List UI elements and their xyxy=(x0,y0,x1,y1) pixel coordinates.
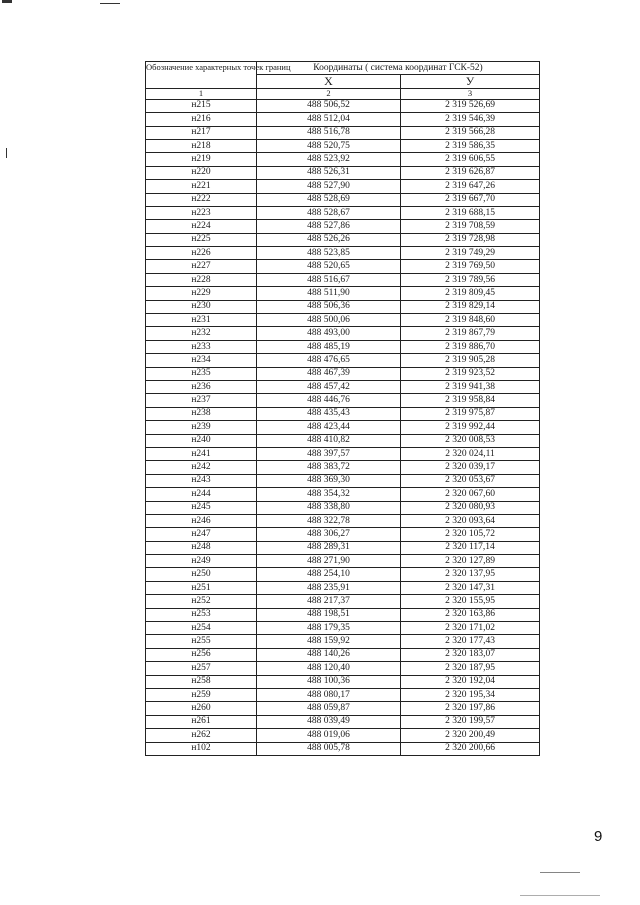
x-coordinate-cell: 488 217,37 xyxy=(257,595,401,608)
x-coordinate-cell: 488 120,40 xyxy=(257,662,401,675)
y-coordinate-cell: 2 320 080,93 xyxy=(401,501,540,514)
x-coordinate-cell: 488 059,87 xyxy=(257,702,401,715)
y-coordinate-cell: 2 320 192,04 xyxy=(401,675,540,688)
point-id-cell: н252 xyxy=(146,595,257,608)
point-id-cell: н261 xyxy=(146,715,257,728)
table-row xyxy=(146,501,540,514)
y-coordinate-cell: 2 319 905,28 xyxy=(401,354,540,367)
point-id-cell: н248 xyxy=(146,541,257,554)
x-coordinate-cell: 488 476,65 xyxy=(257,354,401,367)
point-id-cell: н227 xyxy=(146,260,257,273)
x-coordinate-cell: 488 528,67 xyxy=(257,206,401,219)
x-coordinate-cell: 488 410,82 xyxy=(257,434,401,447)
table-row xyxy=(146,742,540,755)
y-coordinate-cell: 2 319 566,28 xyxy=(401,126,540,139)
point-id-cell: н230 xyxy=(146,300,257,313)
y-coordinate-cell: 2 319 941,38 xyxy=(401,380,540,393)
point-id-cell: н245 xyxy=(146,501,257,514)
table-row xyxy=(146,247,540,260)
x-coordinate-cell: 488 446,76 xyxy=(257,394,401,407)
table-row xyxy=(146,327,540,340)
x-coordinate-cell: 488 322,78 xyxy=(257,514,401,527)
point-id-cell: н216 xyxy=(146,113,257,126)
point-id-cell: н235 xyxy=(146,367,257,380)
table-row xyxy=(146,166,540,179)
point-id-cell: н258 xyxy=(146,675,257,688)
point-id-cell: н225 xyxy=(146,233,257,246)
x-coordinate-cell: 488 338,80 xyxy=(257,501,401,514)
y-coordinate-cell: 2 319 708,59 xyxy=(401,220,540,233)
table-row xyxy=(146,394,540,407)
y-coordinate-cell: 2 320 093,64 xyxy=(401,514,540,527)
x-coordinate-cell: 488 523,92 xyxy=(257,153,401,166)
point-id-cell: н241 xyxy=(146,447,257,460)
y-coordinate-cell: 2 319 975,87 xyxy=(401,407,540,420)
y-coordinate-cell: 2 319 809,45 xyxy=(401,287,540,300)
table-row xyxy=(146,622,540,635)
point-id-cell: н231 xyxy=(146,314,257,327)
table-row xyxy=(146,568,540,581)
point-id-cell: н243 xyxy=(146,474,257,487)
scan-mark xyxy=(2,0,12,3)
x-coordinate-cell: 488 423,44 xyxy=(257,421,401,434)
scan-mark xyxy=(540,872,580,873)
point-id-cell: н242 xyxy=(146,461,257,474)
x-coordinate-cell: 488 369,30 xyxy=(257,474,401,487)
x-coordinate-cell: 488 254,10 xyxy=(257,568,401,581)
y-coordinate-cell: 2 320 147,31 xyxy=(401,581,540,594)
point-id-cell: н232 xyxy=(146,327,257,340)
point-id-cell: н257 xyxy=(146,662,257,675)
y-coordinate-cell: 2 319 728,98 xyxy=(401,233,540,246)
y-coordinate-cell: 2 319 886,70 xyxy=(401,340,540,353)
x-coordinate-cell: 488 306,27 xyxy=(257,528,401,541)
table-row xyxy=(146,514,540,527)
table-row xyxy=(146,193,540,206)
y-coordinate-cell: 2 319 526,69 xyxy=(401,99,540,112)
scan-mark xyxy=(100,3,120,4)
y-coordinate-cell: 2 320 163,86 xyxy=(401,608,540,621)
x-coordinate-cell: 488 516,78 xyxy=(257,126,401,139)
x-coordinate-cell: 488 512,04 xyxy=(257,113,401,126)
table-row xyxy=(146,314,540,327)
table-row xyxy=(146,528,540,541)
y-coordinate-cell: 2 319 867,79 xyxy=(401,327,540,340)
point-id-cell: н255 xyxy=(146,635,257,648)
table-row xyxy=(146,488,540,501)
table-row xyxy=(146,287,540,300)
point-id-cell: н223 xyxy=(146,206,257,219)
table-row xyxy=(146,354,540,367)
y-coordinate-cell: 2 320 067,60 xyxy=(401,488,540,501)
y-coordinate-cell: 2 319 546,39 xyxy=(401,113,540,126)
point-id-cell: н251 xyxy=(146,581,257,594)
x-coordinate-cell: 488 520,65 xyxy=(257,260,401,273)
y-coordinate-cell: 2 320 155,95 xyxy=(401,595,540,608)
y-coordinate-cell: 2 319 647,26 xyxy=(401,180,540,193)
table-row xyxy=(146,220,540,233)
y-coordinate-cell: 2 320 024,11 xyxy=(401,447,540,460)
point-id-cell: н244 xyxy=(146,488,257,501)
table-row xyxy=(146,153,540,166)
x-coordinate-cell: 488 527,86 xyxy=(257,220,401,233)
y-axis-header: У xyxy=(401,75,540,88)
x-coordinate-cell: 488 080,17 xyxy=(257,688,401,701)
y-coordinate-cell: 2 320 039,17 xyxy=(401,461,540,474)
y-coordinate-cell: 2 320 053,67 xyxy=(401,474,540,487)
point-id-cell: н250 xyxy=(146,568,257,581)
table-row xyxy=(146,139,540,152)
table-body xyxy=(146,99,540,755)
point-id-cell: н221 xyxy=(146,180,257,193)
table-row xyxy=(146,260,540,273)
point-id-cell: н222 xyxy=(146,193,257,206)
table-row xyxy=(146,447,540,460)
table-row xyxy=(146,688,540,701)
x-coordinate-cell: 488 271,90 xyxy=(257,555,401,568)
x-coordinate-cell: 488 383,72 xyxy=(257,461,401,474)
y-coordinate-cell: 2 319 606,55 xyxy=(401,153,540,166)
point-id-cell: н253 xyxy=(146,608,257,621)
x-coordinate-cell: 488 039,49 xyxy=(257,715,401,728)
x-coordinate-cell: 488 526,26 xyxy=(257,233,401,246)
table-row xyxy=(146,729,540,742)
x-coordinate-cell: 488 140,26 xyxy=(257,648,401,661)
x-coordinate-cell: 488 435,43 xyxy=(257,407,401,420)
x-coordinate-cell: 488 506,52 xyxy=(257,99,401,112)
table-row xyxy=(146,407,540,420)
x-coordinate-cell: 488 516,67 xyxy=(257,273,401,286)
point-id-cell: н228 xyxy=(146,273,257,286)
point-id-cell: н219 xyxy=(146,153,257,166)
table-row xyxy=(146,340,540,353)
x-coordinate-cell: 488 500,06 xyxy=(257,314,401,327)
y-coordinate-cell: 2 319 992,44 xyxy=(401,421,540,434)
table-row xyxy=(146,581,540,594)
x-coordinate-cell: 488 493,00 xyxy=(257,327,401,340)
point-id-cell: н234 xyxy=(146,354,257,367)
column-number: 2 xyxy=(257,88,401,99)
x-coordinate-cell: 488 005,78 xyxy=(257,742,401,755)
table-row xyxy=(146,662,540,675)
x-coordinate-cell: 488 528,69 xyxy=(257,193,401,206)
point-id-cell: н233 xyxy=(146,340,257,353)
point-id-cell: н218 xyxy=(146,139,257,152)
point-id-cell: н259 xyxy=(146,688,257,701)
x-coordinate-cell: 488 467,39 xyxy=(257,367,401,380)
y-coordinate-cell: 2 320 137,95 xyxy=(401,568,540,581)
point-designation-header: Обозначение характерных точек границ xyxy=(146,62,257,89)
x-coordinate-cell: 488 520,75 xyxy=(257,139,401,152)
point-id-cell: н246 xyxy=(146,514,257,527)
y-coordinate-cell: 2 319 958,84 xyxy=(401,394,540,407)
y-coordinate-cell: 2 320 199,57 xyxy=(401,715,540,728)
y-coordinate-cell: 2 320 171,02 xyxy=(401,622,540,635)
point-id-cell: н256 xyxy=(146,648,257,661)
y-coordinate-cell: 2 320 117,14 xyxy=(401,541,540,554)
y-coordinate-cell: 2 319 667,70 xyxy=(401,193,540,206)
x-coordinate-cell: 488 100,36 xyxy=(257,675,401,688)
x-coordinate-cell: 488 354,32 xyxy=(257,488,401,501)
table-row xyxy=(146,113,540,126)
table-row xyxy=(146,595,540,608)
table-row xyxy=(146,273,540,286)
point-id-cell: н238 xyxy=(146,407,257,420)
y-coordinate-cell: 2 320 183,07 xyxy=(401,648,540,661)
y-coordinate-cell: 2 319 749,29 xyxy=(401,247,540,260)
table-row xyxy=(146,180,540,193)
y-coordinate-cell: 2 320 197,86 xyxy=(401,702,540,715)
y-coordinate-cell: 2 320 195,34 xyxy=(401,688,540,701)
y-coordinate-cell: 2 319 688,15 xyxy=(401,206,540,219)
x-coordinate-cell: 488 289,31 xyxy=(257,541,401,554)
x-coordinate-cell: 488 198,51 xyxy=(257,608,401,621)
point-id-cell: н239 xyxy=(146,421,257,434)
x-coordinate-cell: 488 457,42 xyxy=(257,380,401,393)
point-id-cell: н260 xyxy=(146,702,257,715)
point-id-cell: н224 xyxy=(146,220,257,233)
y-coordinate-cell: 2 319 829,14 xyxy=(401,300,540,313)
table-row xyxy=(146,99,540,112)
point-id-cell: н254 xyxy=(146,622,257,635)
table-row xyxy=(146,715,540,728)
x-coordinate-cell: 488 397,57 xyxy=(257,447,401,460)
table-row xyxy=(146,126,540,139)
point-id-cell: н217 xyxy=(146,126,257,139)
table-row xyxy=(146,635,540,648)
column-number: 3 xyxy=(401,88,540,99)
x-coordinate-cell: 488 527,90 xyxy=(257,180,401,193)
table-row xyxy=(146,206,540,219)
y-coordinate-cell: 2 320 177,43 xyxy=(401,635,540,648)
point-id-cell: н249 xyxy=(146,555,257,568)
y-coordinate-cell: 2 320 127,89 xyxy=(401,555,540,568)
y-coordinate-cell: 2 319 769,50 xyxy=(401,260,540,273)
point-id-cell: н262 xyxy=(146,729,257,742)
y-coordinate-cell: 2 319 923,52 xyxy=(401,367,540,380)
x-coordinate-cell: 488 235,91 xyxy=(257,581,401,594)
x-coordinate-cell: 488 506,36 xyxy=(257,300,401,313)
table-row xyxy=(146,233,540,246)
x-coordinate-cell: 488 511,90 xyxy=(257,287,401,300)
y-coordinate-cell: 2 319 848,60 xyxy=(401,314,540,327)
table-row xyxy=(146,555,540,568)
x-axis-header: X xyxy=(257,75,401,88)
table-row xyxy=(146,434,540,447)
x-coordinate-cell: 488 526,31 xyxy=(257,166,401,179)
table-row xyxy=(146,421,540,434)
page-number: 9 xyxy=(594,828,603,845)
y-coordinate-cell: 2 319 789,56 xyxy=(401,273,540,286)
table-row xyxy=(146,474,540,487)
point-id-cell: н215 xyxy=(146,99,257,112)
scan-mark xyxy=(6,148,7,158)
point-id-cell: н236 xyxy=(146,380,257,393)
scan-mark xyxy=(520,895,600,896)
point-id-cell: н226 xyxy=(146,247,257,260)
x-coordinate-cell: 488 179,35 xyxy=(257,622,401,635)
column-number: 1 xyxy=(146,88,257,99)
table-row xyxy=(146,380,540,393)
point-id-cell: н237 xyxy=(146,394,257,407)
x-coordinate-cell: 488 159,92 xyxy=(257,635,401,648)
coordinates-table xyxy=(145,61,540,756)
y-coordinate-cell: 2 319 586,35 xyxy=(401,139,540,152)
x-coordinate-cell: 488 523,85 xyxy=(257,247,401,260)
point-id-cell: н102 xyxy=(146,742,257,755)
point-id-cell: н240 xyxy=(146,434,257,447)
table-row xyxy=(146,702,540,715)
table-row xyxy=(146,541,540,554)
y-coordinate-cell: 2 320 008,53 xyxy=(401,434,540,447)
table-row xyxy=(146,461,540,474)
table-row xyxy=(146,675,540,688)
y-coordinate-cell: 2 320 200,49 xyxy=(401,729,540,742)
table-row xyxy=(146,300,540,313)
table-row xyxy=(146,648,540,661)
point-id-cell: н220 xyxy=(146,166,257,179)
y-coordinate-cell: 2 320 187,95 xyxy=(401,662,540,675)
y-coordinate-cell: 2 320 105,72 xyxy=(401,528,540,541)
point-id-cell: н247 xyxy=(146,528,257,541)
y-coordinate-cell: 2 319 626,87 xyxy=(401,166,540,179)
table-row xyxy=(146,367,540,380)
coordinates-system-header: Координаты ( система координат ГСК-52) xyxy=(257,62,540,75)
x-coordinate-cell: 488 019,06 xyxy=(257,729,401,742)
y-coordinate-cell: 2 320 200,66 xyxy=(401,742,540,755)
point-id-cell: н229 xyxy=(146,287,257,300)
x-coordinate-cell: 488 485,19 xyxy=(257,340,401,353)
table-row xyxy=(146,608,540,621)
